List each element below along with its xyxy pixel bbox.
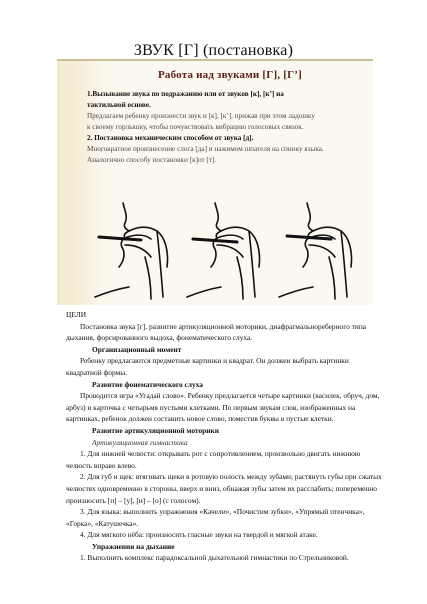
goals-label: ЦЕЛИ xyxy=(66,310,87,319)
card-line-5: 2. Постановка механическим способом от звука [д]. xyxy=(87,134,254,142)
card-line-3: Предлагаем ребенку произнести звук и [к], [к’], прижав при этом ладошку xyxy=(87,112,315,120)
card-content xyxy=(87,61,373,166)
profile-drawing-2 xyxy=(187,203,260,299)
card-line-4: к своему горлышку, чтобы почувствовать вибрацию голосовых связок. xyxy=(87,123,304,131)
card-line-2: тактильной основе. xyxy=(87,101,151,109)
org-heading: Организационный момент xyxy=(92,344,182,354)
page-title: ЗВУК [Г] (постановка) xyxy=(133,42,294,59)
exercise-item-2: 2. Для губ и щек: втягивать щеки в ротовую полость между зубами; растянуть губы при сжатых челюстях одновременно в стороны, вверх и вниз, обнажая зубы затем их расслабить; попеременно произносить [п] – [у], [и] – [о] (с голосом). xyxy=(66,472,382,505)
breathing-heading: Упражнения на дыхание xyxy=(92,541,175,551)
card-line-6: Многократное произнесение слога [да] и нажимом шпателя на спинку языка. xyxy=(87,145,324,153)
profile-drawing-3 xyxy=(279,203,352,299)
org-text: Ребенку предлагаются предметные картинки и квадрат. Он должен выбрать картинки квадратной формы. xyxy=(66,356,349,377)
phonemic-heading: Развитие фонематического слуха xyxy=(92,379,203,389)
profile-drawing-1 xyxy=(95,203,168,299)
card-line-7: Аналогично способу постановки [к]от [т]. xyxy=(87,156,217,164)
articulation-subheading: Артикуляционная гимнастика xyxy=(92,437,188,447)
exercise-item-3: 3. Для языка: выполнить упражнения «Качели», «Почистим зубки», «Упрямый птенчика», «Горка», «Катушечка». xyxy=(66,507,365,528)
breathing-text: 1. Выполнить комплекс парадоксальной дыхательной гимнастики по Стрельниковой. xyxy=(80,553,349,563)
articulation-illustrations xyxy=(85,201,373,301)
card-heading: Работа над звуками [Г], [Г’] xyxy=(157,69,303,81)
document-body xyxy=(66,309,386,564)
goals-text: Постановка звука [г], развитие артикуляционной моторики, диафрагмальнореберного типа дыхания, форсированного выдоха, фонематического слуха. xyxy=(66,321,367,343)
exercise-item-1: 1. Для нижней челюсти: открывать рот с сопротивлением, произвольно двигать нижнюю челюсть вправо влево. xyxy=(66,449,361,470)
articulation-heading: Развитие артикуляционной моторики xyxy=(92,425,220,435)
phonemic-text: Проводится игра «Угадай слово». Ребенку предлагается четыре картинки (василек, обруч, дом, арбуз) и карточка с четырьмя пустыми клетками. По первым звукам слов, изображенных на картинках, ребенок должен составить новое слово, поместив буквы в пустые клетки. xyxy=(66,391,380,424)
card-line-1: 1.Вызывание звука по подражанию или от звуков [к], [к’] на xyxy=(87,90,284,98)
exercise-item-4: 4. Для мягкого нёба: произносить гласные звуки на твердой и мягкой атаке. xyxy=(80,530,318,540)
info-card xyxy=(57,59,373,305)
